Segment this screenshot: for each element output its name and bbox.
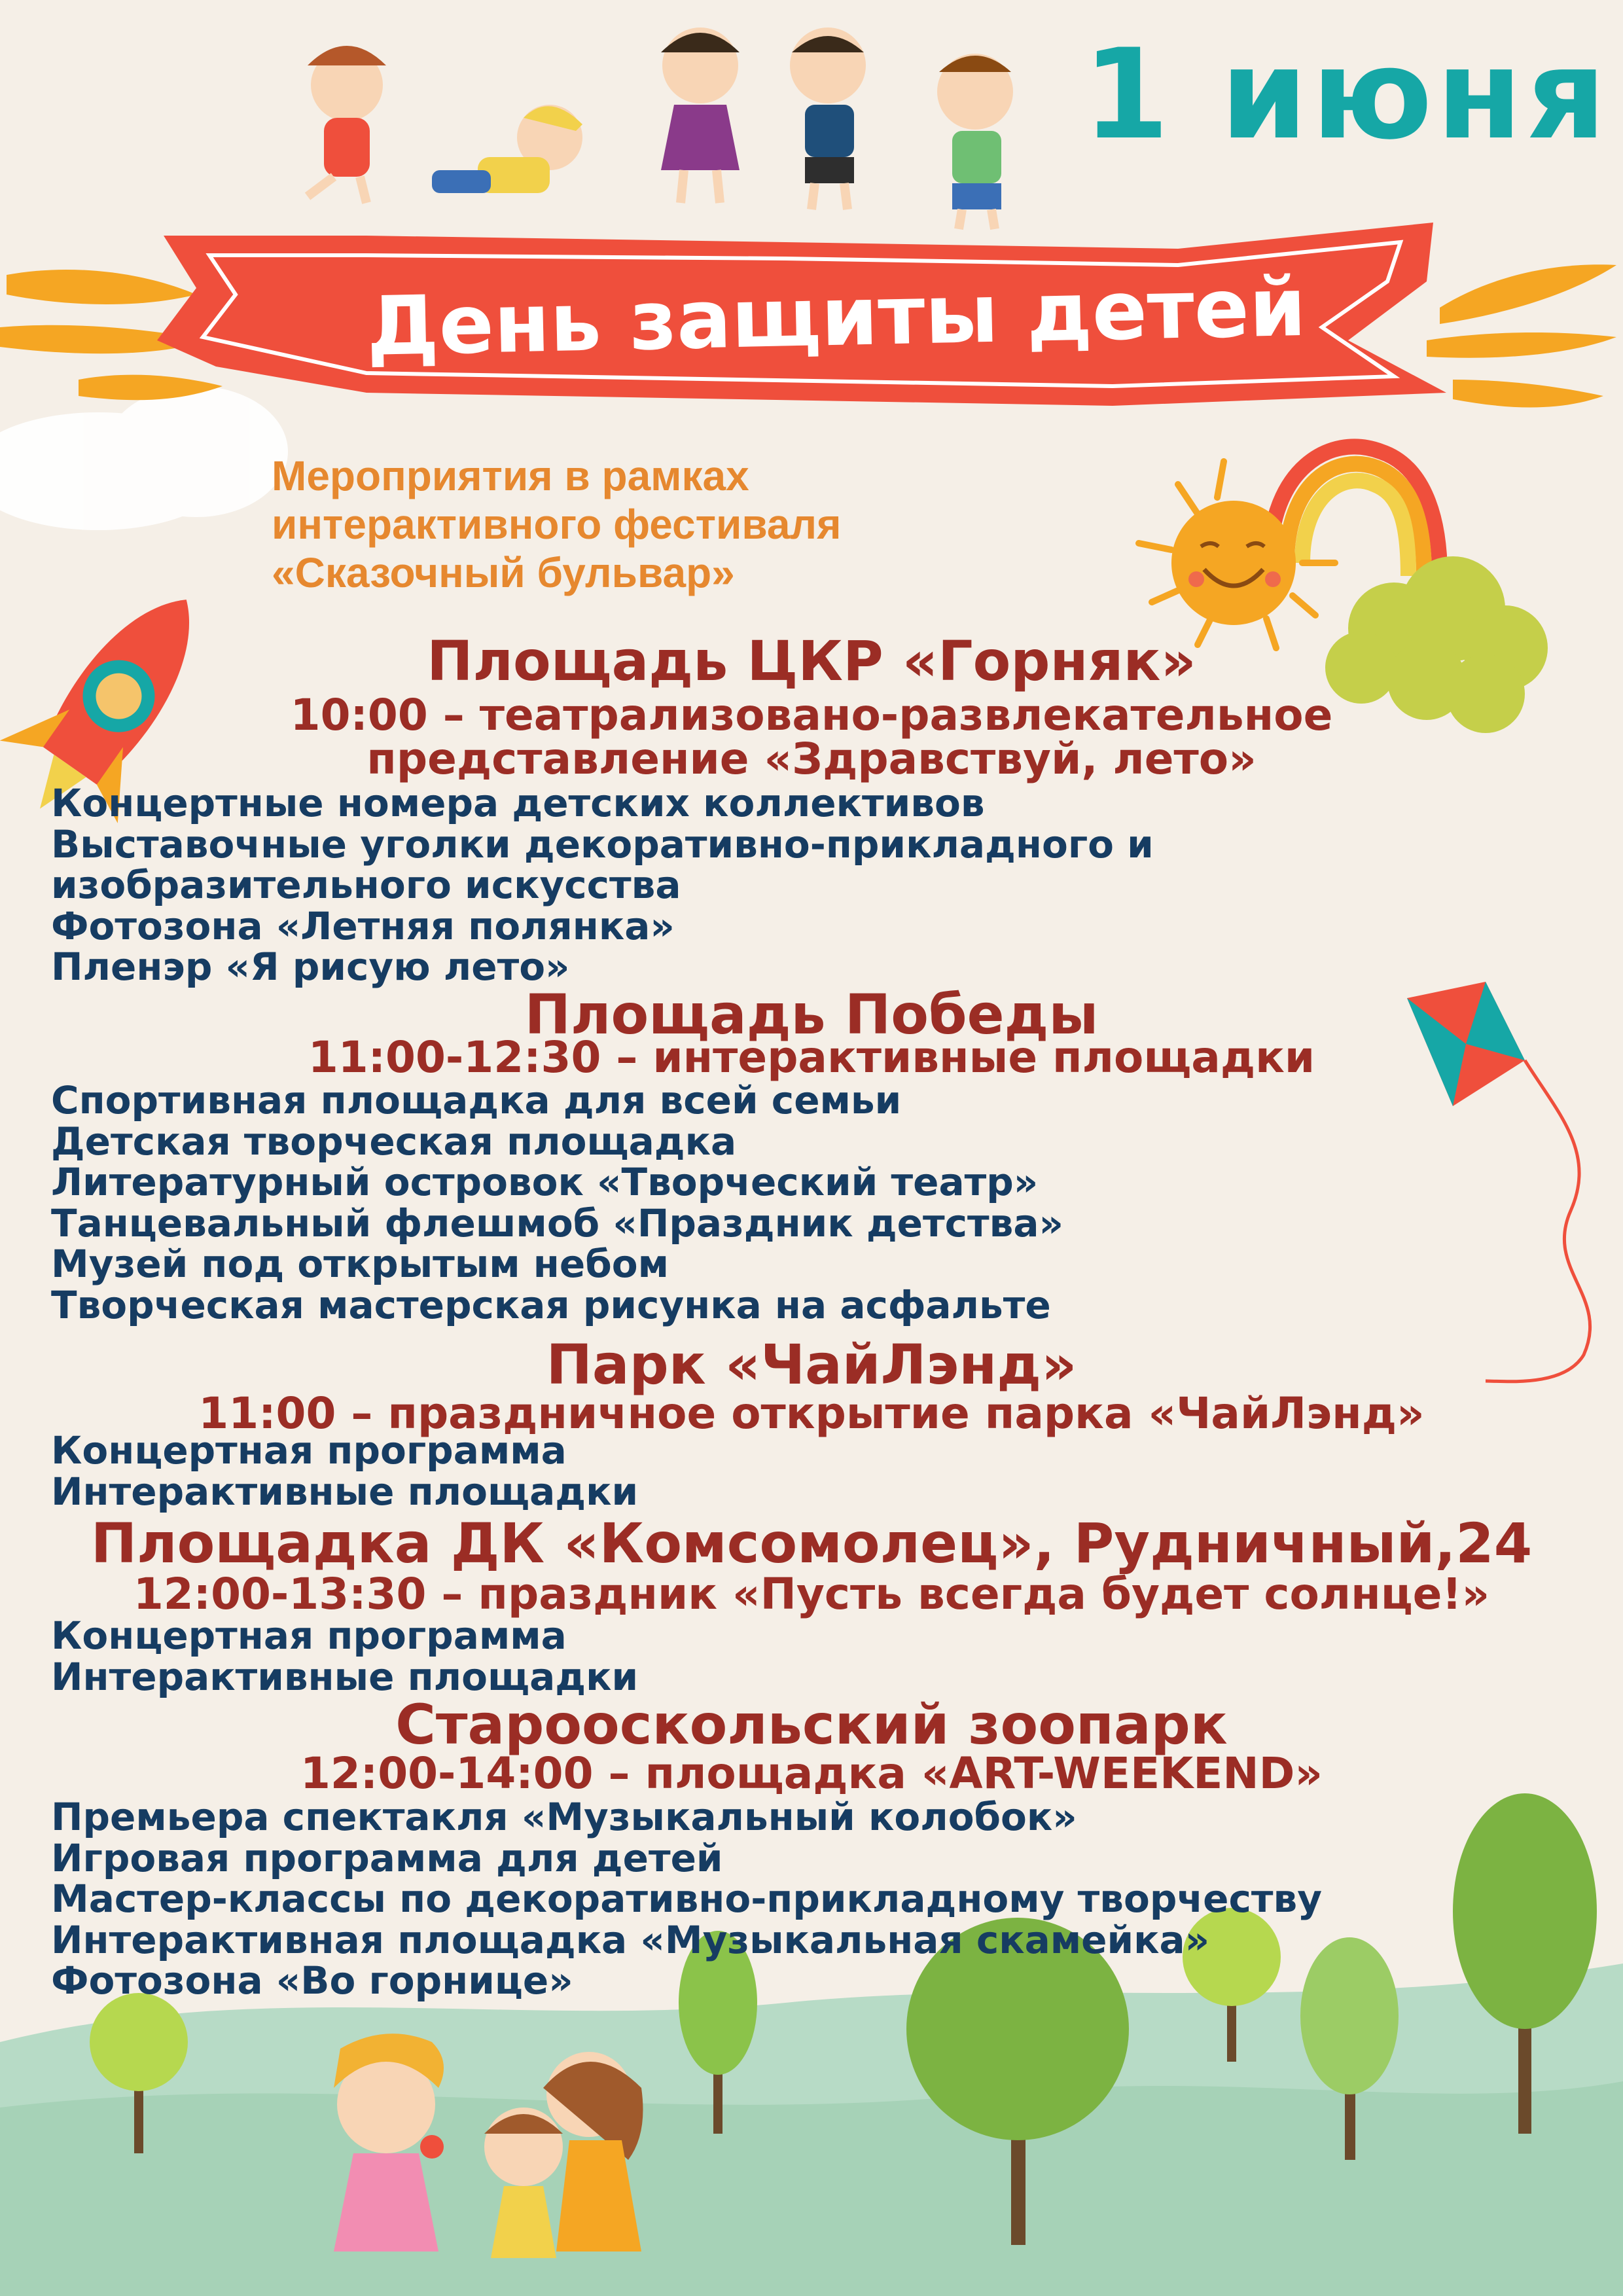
activity-item: Фотозона «Летняя полянка» <box>51 903 675 948</box>
activity-item: Литературный островок «Творческий театр» <box>51 1160 1039 1204</box>
intro-line: «Сказочный бульвар» <box>272 549 735 596</box>
rays-right-icon <box>1427 264 1616 407</box>
activity-list <box>51 1430 1399 1512</box>
activity-item: Мастер-классы по декоративно-прикладному творчеству <box>51 1876 1323 1921</box>
activity-item: Концертные номера детских коллективов <box>51 781 985 825</box>
event-time-line: 11:00 – праздничное открытие парка «ЧайЛэнд» <box>198 1388 1425 1439</box>
intro-line: Мероприятия в рамках <box>272 452 749 499</box>
activity-list <box>51 1080 1399 1325</box>
event-time-line: представление «Здравствуй, лето» <box>366 734 1257 784</box>
activity-item: Концертная программа <box>51 1428 567 1473</box>
venue-title: Площадь Победы <box>524 982 1099 1047</box>
kids-illustration <box>308 27 1013 229</box>
activity-item: изобразительного искусства <box>51 863 681 907</box>
activity-item: Премьера спектакля «Музыкальный колобок» <box>51 1795 1077 1839</box>
poster-title: День защиты детей <box>365 260 1308 374</box>
event-date: 1 июня <box>1082 22 1610 167</box>
activity-list <box>51 783 1399 988</box>
cloud-icon <box>0 386 288 530</box>
activity-item: Интерактивные площадки <box>51 1654 639 1699</box>
venue-title: Площадка ДК «Комсомолец», Рудничный,24 <box>90 1511 1533 1575</box>
activity-item: Музей под открытым небом <box>51 1242 669 1286</box>
intro-line: интерактивного фестиваля <box>272 501 842 548</box>
venue-title: Парк «ЧайЛэнд» <box>546 1333 1077 1397</box>
event-time-line: 12:00-13:30 – праздник «Пусть всегда будет солнце!» <box>133 1569 1490 1619</box>
activity-item: Творческая мастерская рисунка на асфальте <box>51 1282 1051 1327</box>
venue-title: Площадь ЦКР «Горняк» <box>427 629 1196 693</box>
event-time-line: 10:00 – театрализовано-развлекательное <box>290 690 1333 740</box>
activity-list <box>51 1797 1399 2001</box>
activity-item: Концертная программа <box>51 1613 567 1658</box>
activity-item: Выставочные уголки декоративно-прикладного и <box>51 821 1154 867</box>
activity-item: Танцевальный флешмоб «Праздник детства» <box>51 1200 1063 1246</box>
activity-item: Игровая программа для детей <box>51 1835 723 1880</box>
activity-item: Спортивная площадка для всей семьи <box>51 1078 902 1122</box>
festival-intro <box>272 452 1090 597</box>
activity-item: Детская творческая площадка <box>51 1119 737 1164</box>
activity-item: Фотозона «Во горнице» <box>51 1958 573 2003</box>
activity-item: Интерактивные площадки <box>51 1469 639 1514</box>
event-time-line: 11:00-12:30 – интерактивные площадки <box>308 1032 1315 1083</box>
activity-item: Интерактивная площадка «Музыкальная скамейка» <box>51 1917 1210 1962</box>
event-time-line: 12:00-14:00 – площадка «ART-WEEKEND» <box>300 1748 1323 1799</box>
activity-list <box>51 1615 1399 1697</box>
venue-title: Старооскольский зоопарк <box>395 1693 1228 1757</box>
activity-item: Пленэр «Я рисую лето» <box>51 944 570 989</box>
